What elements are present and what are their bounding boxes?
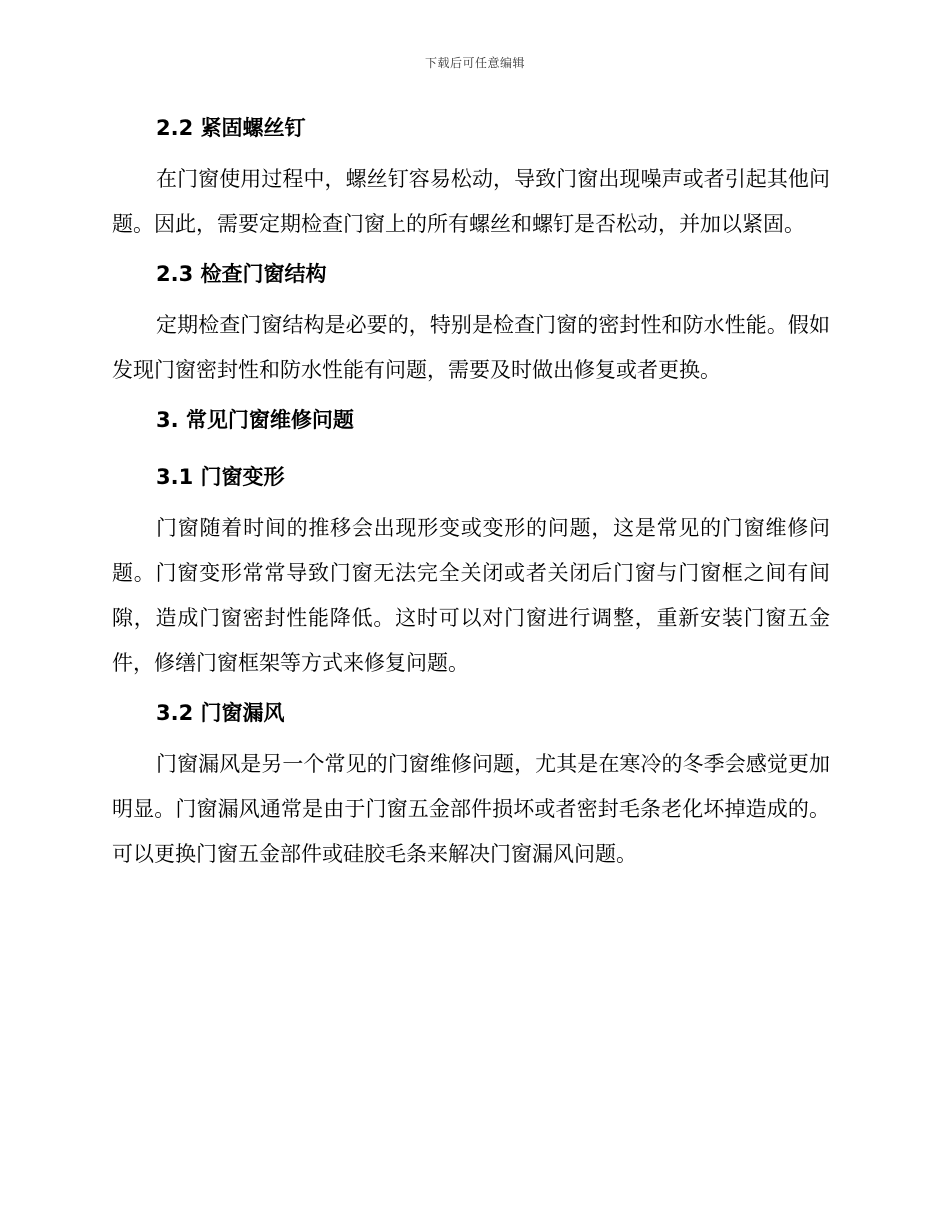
section-heading-3-1: 3.1 门窗变形 xyxy=(156,465,285,489)
section-heading-3: 3. 常见门窗维修问题 xyxy=(156,408,354,432)
section-heading-2-2: 2.2 紧固螺丝钉 xyxy=(156,116,306,140)
section-paragraph-2-3: 定期检查门窗结构是必要的，特别是检查门窗的密封性和防水性能。假如发现门窗密封性和防水性能有问题，需要及时做出修复或者更换。 xyxy=(112,313,830,382)
header-note: 下载后可任意编辑 xyxy=(424,56,525,70)
document-body xyxy=(112,113,830,877)
section-paragraph-2-2: 在门窗使用过程中，螺丝钉容易松动，导致门窗出现噪声或者引起其他问题。因此，需要定期检查门窗上的所有螺丝和螺钉是否松动，并加以紧固。 xyxy=(112,167,830,236)
section-paragraph-3-2: 门窗漏风是另一个常见的门窗维修问题，尤其是在寒冷的冬季会感觉更加明显。门窗漏风通常是由于门窗五金部件损坏或者密封毛条老化坏掉造成的。可以更换门窗五金部件或硅胶毛条来解决门窗漏风问题。 xyxy=(112,752,830,866)
section-heading-3-2: 3.2 门窗漏风 xyxy=(156,701,285,725)
section-heading-2-3: 2.3 检查门窗结构 xyxy=(156,262,327,286)
section-paragraph-3-1: 门窗随着时间的推移会出现形变或变形的问题，这是常见的门窗维修问题。门窗变形常常导致门窗无法完全关闭或者关闭后门窗与门窗框之间有间隙，造成门窗密封性能降低。这时可以对门窗进行调整，重新安装门窗五金件，修缮门窗框架等方式来修复问题。 xyxy=(112,516,830,675)
